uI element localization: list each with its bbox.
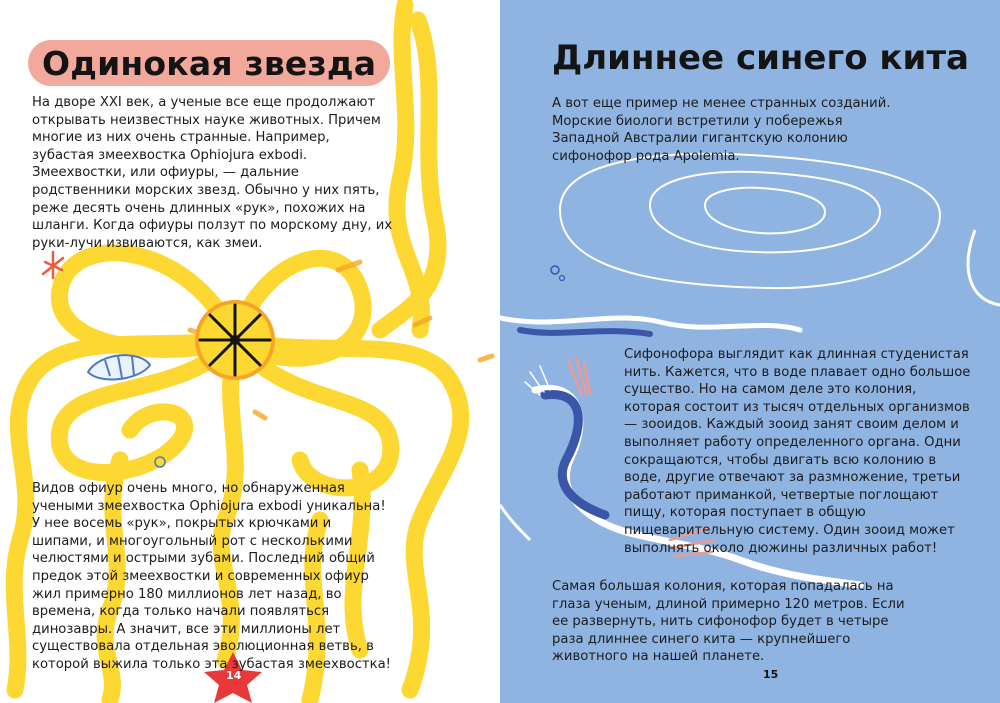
right-paragraph-3: Самая большая колония, которая попадалась на глаза ученым, длиной примерно 120 метров. Если ее развернуть, нить сифонофор будет в четыре раза длиннее синего кита — крупнейшего животного на нашей планете.: [552, 579, 905, 665]
left-title-pill: [28, 40, 390, 86]
coral-tuft-top: [568, 358, 590, 395]
left-paragraph-2: Видов офиур очень много, но обнаруженная учеными змеехвостка Ophiojura exbodi уникальна! У нее восемь «рук», покрытых крючками и шипами, и многоугольный рот с несколькими челюстями и острыми зубами. Последний общий предок этой змеехвостки и современных офиур жил примерно 180 миллионов лет назад, во времена, когда только начали появляться динозавры. А значит, все эти миллионы лет существовала отдельная эволюционная ветвь, в которой выжила только эта зубастая змеехвостка!: [32, 481, 391, 672]
right-page-number: 15: [763, 668, 779, 681]
right-page: [500, 0, 1000, 703]
left-paragraph-1: На дворе XXI век, а ученые все еще продолжают открывать неизвестных науке животных. Причем многие из них очень странные. Например, зубастая змеехвостка Ophiojura exbodi. Змеехвостки, или офиуры, — дальние родственники морских звезд. Обычно у них пять, реже десять очень длинных «рук», похожих на шланги. Когда офиуры ползут по морскому дну, их руки-лучи извиваются, как змеи.: [32, 95, 393, 251]
right-page-title: Длиннее синего кита: [552, 38, 969, 78]
left-page-title: Одинокая звезда: [42, 43, 377, 83]
siphonophore-spiral: [560, 154, 940, 288]
right-paragraph-2: Сифонофора выглядит как длинная студенистая нить. Кажется, что в воде плавает одно большое существо. Но на самом деле это колония, которая состоит из тысяч отдельных организмов — зооидов. Каждый зооид занят своим делом и выполняет работу определенного органа. Одни сокращаются, чтобы двигать всю колонию в воде, другие отвечают за размножение, третьи работают приманкой, четвертые поглощают пищу, которая поступает в общую пищеварительную систему. Один зооид может выполнять около дюжины различных работ!: [624, 347, 971, 556]
shell-icon: [88, 355, 150, 379]
right-paragraph-1: А вот еще пример не менее странных созданий. Морские биологи встретили у побережья Западной Австралии гигантскую колонию сифонофор рода Apolemia.: [552, 96, 891, 164]
left-page-number: 14: [226, 669, 242, 682]
